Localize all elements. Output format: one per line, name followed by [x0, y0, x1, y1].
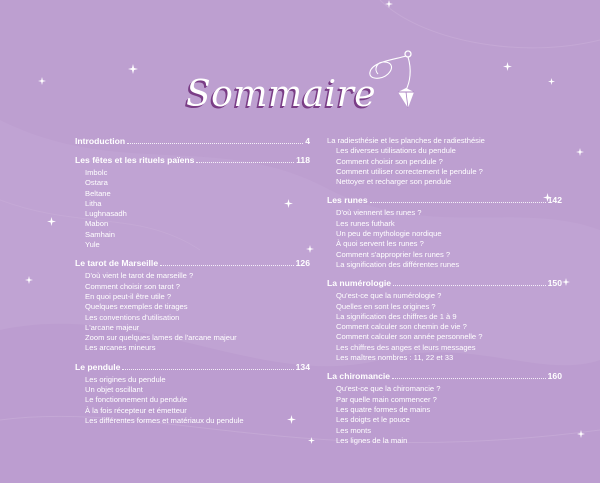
toc-entry[interactable]: Mabon	[85, 219, 109, 229]
leader-dots	[196, 156, 294, 163]
toc-entry[interactable]: Les runes futhark	[336, 218, 395, 228]
toc-entry[interactable]: Samhain	[85, 229, 115, 239]
toc-entry[interactable]: Un peu de mythologie nordique	[336, 229, 442, 239]
toc-entry[interactable]: Les doigts et le pouce	[336, 415, 410, 425]
toc-entry[interactable]: Les maîtres nombres : 11, 22 et 33	[336, 353, 454, 363]
toc-entry[interactable]: Comment choisir son pendule ?	[336, 156, 443, 166]
toc-section-runes	[327, 195, 562, 270]
toc-entry[interactable]: Qu'est-ce que la numérologie ?	[336, 291, 442, 301]
toc-entry[interactable]: En quoi peut-il être utile ?	[85, 291, 172, 301]
toc-entry[interactable]: Zoom sur quelques lames de l'arcane majeur	[85, 333, 237, 343]
toc-entry[interactable]: Comment utiliser correctement le pendule ?	[336, 166, 483, 176]
leader-dots	[392, 372, 546, 379]
toc-page-number: 150	[547, 278, 562, 289]
toc-right-column	[327, 136, 562, 454]
toc-section-fetes	[75, 155, 310, 250]
sparkle-icon	[503, 62, 512, 71]
toc-entry[interactable]: Yule	[85, 240, 100, 250]
toc-heading-title: La chiromancie	[327, 371, 391, 382]
toc-entry[interactable]: D'où vient le tarot de marseille ?	[85, 271, 194, 281]
toc-entry[interactable]: Les conventions d'utilisation	[85, 312, 180, 322]
toc-heading[interactable]	[327, 195, 562, 206]
leader-dots	[122, 363, 293, 370]
toc-entry[interactable]: Comment s'approprier les runes ?	[336, 249, 451, 259]
toc-section-tarot	[75, 258, 310, 353]
sparkle-icon	[308, 437, 315, 444]
sparkle-icon	[576, 148, 584, 156]
toc-entry[interactable]: Un objet oscillant	[85, 385, 143, 395]
toc-entry[interactable]: Comment calculer son chemin de vie ?	[336, 322, 467, 332]
toc-entry[interactable]: Les arcanes mineurs	[85, 343, 156, 353]
toc-entry[interactable]: Les quatre formes de mains	[336, 404, 431, 414]
leader-dots	[160, 259, 294, 266]
toc-heading[interactable]	[75, 362, 310, 373]
sparkle-icon	[548, 78, 555, 85]
toc-entry[interactable]: Les chiffres des anges et leurs messages	[336, 342, 476, 352]
toc-entry[interactable]: La radiesthésie et les planches de radiesthésie	[327, 136, 485, 145]
toc-page-number: 126	[295, 258, 310, 269]
sparkle-icon	[128, 64, 138, 74]
toc-entry[interactable]: Les diverses utilisations du pendule	[336, 146, 456, 156]
toc-entry[interactable]: Les origines du pendule	[85, 374, 166, 384]
sparkle-icon	[38, 77, 46, 85]
toc-entry[interactable]: Les différentes formes et matériaux du pendule	[85, 415, 244, 425]
sparkle-icon	[577, 430, 585, 438]
toc-entry[interactable]: Beltane	[85, 188, 111, 198]
toc-page-number: 134	[295, 361, 310, 372]
pendulum-icon	[362, 50, 430, 112]
toc-entry[interactable]: Qu'est-ce que la chiromancie ?	[336, 384, 441, 394]
toc-entry[interactable]: Quelques exemples de tirages	[85, 302, 188, 312]
toc-entry[interactable]: Comment calculer son année personnelle ?	[336, 332, 483, 342]
leader-dots	[393, 279, 546, 286]
toc-entry[interactable]: Nettoyer et recharger son pendule	[336, 177, 452, 187]
page-title: Sommaire	[186, 74, 377, 115]
toc-entry[interactable]: Par quelle main commencer ?	[336, 394, 437, 404]
toc-section-numerologie	[327, 278, 562, 363]
toc-heading[interactable]	[75, 155, 310, 166]
toc-entry[interactable]: Les lignes de la main	[336, 435, 408, 445]
toc-heading[interactable]	[75, 136, 310, 147]
sparkle-icon	[562, 278, 570, 286]
toc-section-chiromancie	[327, 371, 562, 446]
toc-left-column	[75, 136, 310, 434]
toc-section-pendule	[75, 362, 310, 426]
toc-page-number: 118	[296, 155, 310, 165]
toc-entry[interactable]: Les monts	[336, 425, 372, 435]
toc-page-number: 4	[305, 136, 310, 146]
toc-entry[interactable]: Litha	[85, 198, 102, 208]
toc-entry[interactable]: Comment choisir son tarot ?	[85, 281, 180, 291]
toc-entry[interactable]: L'arcane majeur	[85, 322, 140, 332]
toc-heading-title: Le pendule	[75, 361, 121, 372]
toc-entry[interactable]: Le fonctionnement du pendule	[85, 395, 188, 405]
toc-section-introduction	[75, 136, 310, 147]
toc-heading[interactable]	[327, 278, 562, 289]
toc-entry[interactable]: La signification des différentes runes	[336, 259, 460, 269]
toc-entry[interactable]: Ostara	[85, 178, 108, 188]
toc-heading-title: La numérologie	[327, 278, 391, 289]
toc-entry[interactable]: À quoi servent les runes ?	[336, 239, 424, 249]
toc-heading-title: Les runes	[327, 195, 368, 206]
sparkle-icon	[25, 276, 33, 284]
toc-entry[interactable]: D'où viennent les runes ?	[336, 208, 422, 218]
sparkle-icon	[47, 217, 56, 226]
toc-page-number: 142	[547, 195, 562, 206]
toc-entry[interactable]: La signification des chiffres de 1 à 9	[336, 311, 457, 321]
toc-page-number: 160	[547, 371, 562, 382]
sparkle-icon	[385, 0, 393, 8]
toc-heading[interactable]	[75, 258, 310, 269]
toc-entry[interactable]: Lughnasadh	[85, 209, 127, 219]
leader-dots	[127, 137, 303, 144]
toc-entry[interactable]: Imbolc	[85, 168, 108, 177]
toc-heading[interactable]	[327, 371, 562, 382]
toc-heading-title: Les fêtes et les rituels païens	[75, 155, 195, 165]
toc-entry[interactable]: À la fois récepteur et émetteur	[85, 405, 187, 415]
toc-section-pendule-continued	[327, 136, 562, 187]
leader-dots	[370, 196, 546, 203]
toc-heading-title: Le tarot de Marseille	[75, 258, 159, 269]
toc-heading-title: Introduction	[75, 136, 126, 146]
toc-entry[interactable]: Quelles en sont les origines ?	[336, 301, 436, 311]
